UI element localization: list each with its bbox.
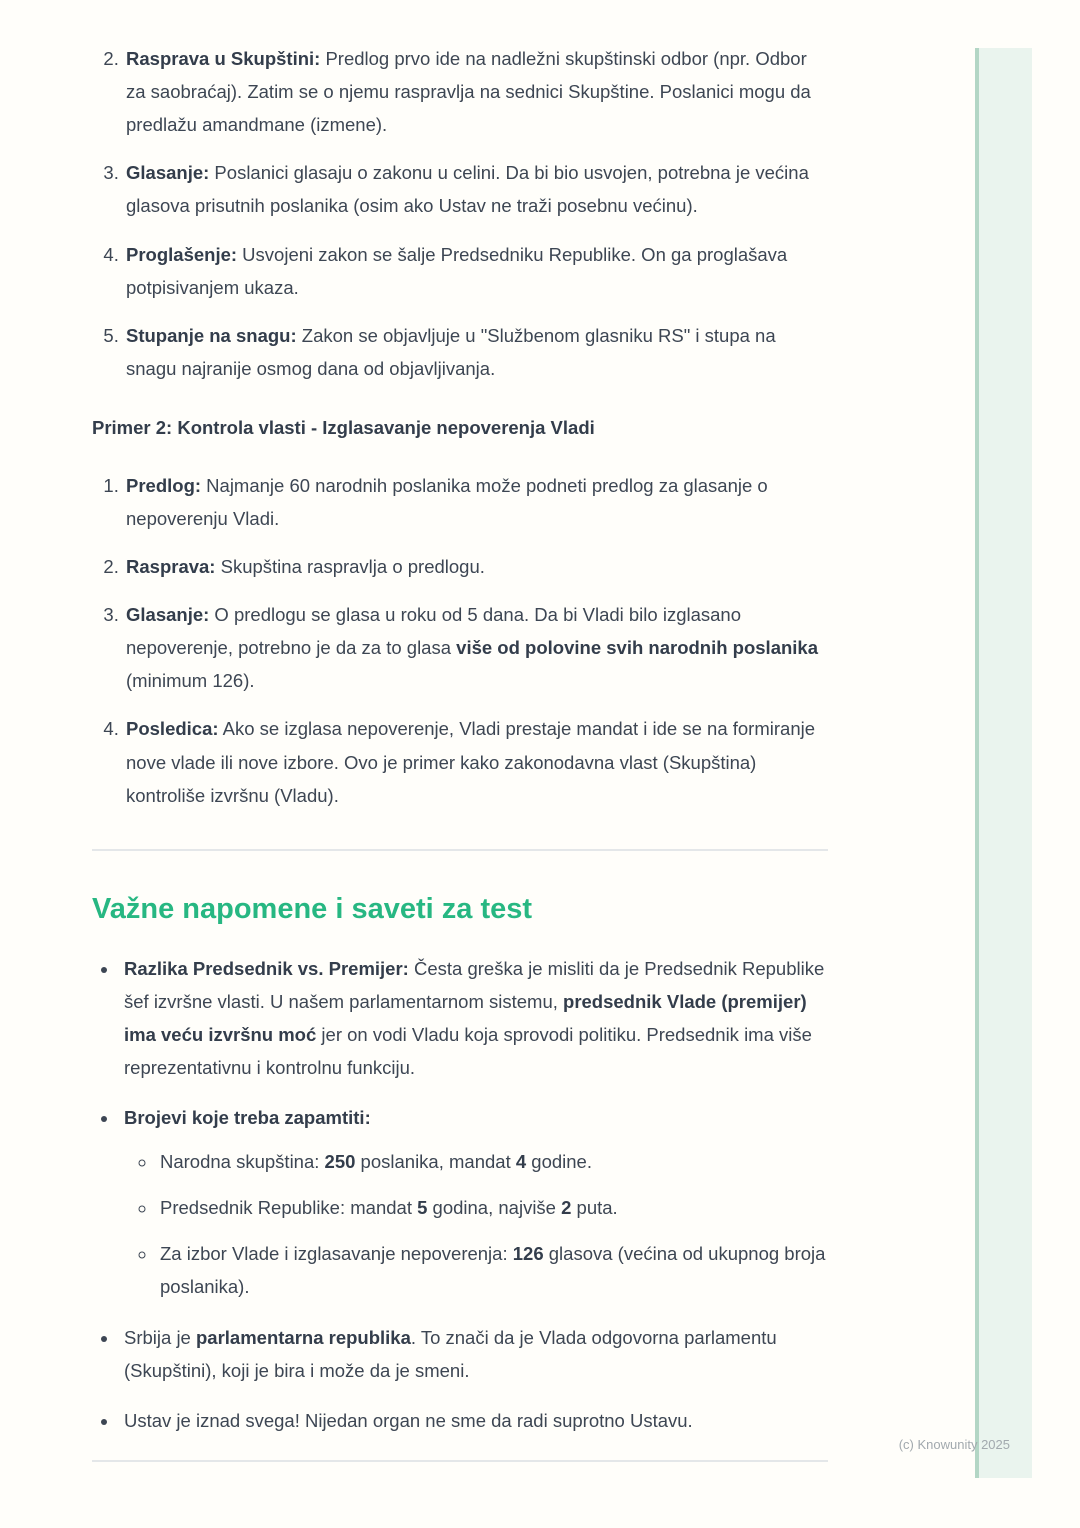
list-item xyxy=(124,469,828,535)
text: godina, najviše xyxy=(427,1197,562,1219)
list-item xyxy=(124,156,828,222)
text: Usvojeni zakon se šalje Predsedniku Republike. On ga proglašava potpisivanjem ukaza. xyxy=(126,243,788,298)
notes-section-title: Važne napomene i saveti za test xyxy=(92,892,533,925)
bottom-divider xyxy=(92,1460,828,1462)
text: (minimum 126). xyxy=(126,670,255,692)
list-item xyxy=(119,1101,828,1304)
bold-text: 2 xyxy=(561,1197,572,1219)
primer2-heading: Primer 2: Kontrola vlasti - Izglasavanje nepoverenja Vladi xyxy=(92,416,595,438)
text: O predlogu se glasa u roku od 5 dana. Da bi Vladi bilo izglasano nepoverenje, potrebno je da za to glasa xyxy=(126,604,742,659)
text: jer on vodi Vladu koja sprovodi politiku. Predsednik ima više reprezentativnu i kontrolnu funkciju. xyxy=(124,1023,812,1078)
list-item xyxy=(119,952,828,1084)
text: puta. xyxy=(571,1197,618,1219)
bold-text: Predlog: xyxy=(126,474,202,496)
text: Najmanje 60 narodnih poslanika može podneti predlog za glasanje o nepoverenju Vladi. xyxy=(126,474,768,529)
bold-text: Glasanje: xyxy=(126,162,210,184)
bold-text: parlamentarna republika xyxy=(195,1326,411,1348)
bold-text: Glasanje: xyxy=(126,604,210,626)
list-item xyxy=(124,598,828,697)
bold-text: Rasprava u Skupštini: xyxy=(126,48,321,69)
text: Ako se izglasa nepoverenje, Vladi prestaje mandat i ide se na formiranje nove vlade ili nove izbore. Ovo je primer kako zakonodavna vlast (Skupština) kontroliše izvršnu (Vladu). xyxy=(126,718,816,806)
text: Ustav je iznad svega! Nijedan organ ne sme da radi suprotno Ustavu. xyxy=(124,1409,693,1431)
text: Srbija je xyxy=(124,1326,196,1348)
bold-text: Rasprava: xyxy=(126,555,216,577)
text: Narodna skupština: xyxy=(160,1151,325,1173)
text: godine. xyxy=(526,1151,592,1173)
bold-text: 126 xyxy=(512,1243,544,1265)
list-item xyxy=(119,1404,828,1437)
bold-text: Stupanje na snagu: xyxy=(126,324,297,346)
text: glasova (većina od ukupnog broja poslanika). xyxy=(160,1243,826,1298)
bold-text: Proglašenje: xyxy=(126,243,238,265)
text: Česta greška je misliti da je Predsednik Republike šef izvršne vlasti. U našem parlamentarnom sistemu, xyxy=(124,957,825,1012)
list-item xyxy=(124,550,828,583)
list-item xyxy=(124,712,828,811)
text: poslanika, mandat xyxy=(355,1151,516,1173)
list-item xyxy=(124,42,828,141)
document-content xyxy=(92,42,828,1454)
law-process-list xyxy=(92,42,828,385)
bold-text: predsednik Vlade (premijer) ima veću izvršnu moć xyxy=(124,990,807,1045)
bold-text: 5 xyxy=(417,1197,428,1219)
decorative-page-edge-strip xyxy=(975,48,1032,1478)
list-item xyxy=(124,238,828,304)
bold-text: Razlika Predsednik vs. Premijer: xyxy=(124,957,409,979)
text: Zakon se objavljuje u "Službenom glasniku RS" i stupa na snagu najranije osmog dana od objavljivanja. xyxy=(126,324,776,379)
no-confidence-list xyxy=(92,469,828,812)
bold-text: više od polovine svih narodnih poslanika xyxy=(456,637,819,659)
bold-text: Brojevi koje treba zapamtiti: xyxy=(124,1106,371,1128)
text: Predlog prvo ide na nadležni skupštinski odbor (npr. Odbor za saobraćaj). Zatim se o njemu raspravlja na sednici Skupštine. Poslanici mogu da predlažu amandmane (izmene). xyxy=(126,48,811,136)
text: Skupština raspravlja o predlogu. xyxy=(215,555,485,577)
text: Poslanici glasaju o zakonu u celini. Da bi bio usvojen, potrebna je većina glasova prisutnih poslanika (osim ako Ustav ne traži posebnu većinu). xyxy=(126,162,809,217)
section-divider xyxy=(92,849,828,851)
nested-list xyxy=(124,1145,828,1303)
copyright-note: (c) Knowunity 2025 xyxy=(898,1437,1010,1452)
list-item xyxy=(157,1237,828,1303)
text: Za izbor Vlade i izglasavanje nepoverenja: xyxy=(160,1243,513,1265)
list-item xyxy=(157,1145,828,1178)
bold-text: Posledica: xyxy=(126,718,219,740)
bold-text: 4 xyxy=(515,1151,527,1173)
list-item xyxy=(119,1321,828,1387)
list-item xyxy=(124,319,828,385)
text: Predsednik Republike: mandat xyxy=(160,1197,418,1219)
bold-text: 250 xyxy=(324,1151,356,1173)
list-item xyxy=(157,1191,828,1224)
text: . To znači da je Vlada odgovorna parlamentu (Skupštini), koji je bira i može da je smeni. xyxy=(124,1326,777,1381)
notes-list xyxy=(92,952,828,1437)
